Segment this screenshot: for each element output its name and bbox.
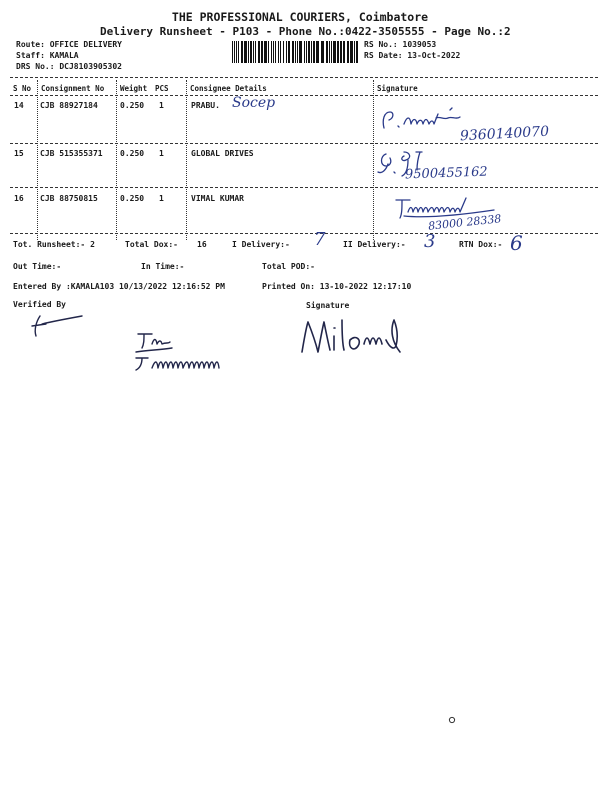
row-sno: 16 [14,194,24,203]
row-sno: 14 [14,101,24,110]
row-consignment: CJB 515355371 [40,149,103,158]
verified-by-label: Verified By [13,300,66,309]
recipient-phone: 83000 28338 [427,212,502,233]
row-sno: 15 [14,149,24,158]
col-separator [373,80,374,240]
row-pcs: 1 [159,101,164,110]
row-weight: 0.250 [120,194,145,203]
row-weight: 0.250 [120,149,145,158]
row-consignment: CJB 88750815 [40,194,98,203]
row-consignee: PRABU. [191,101,220,110]
barcode [232,41,358,63]
col-separator [186,80,187,240]
table-header-divider [10,95,598,96]
staff-signature-label: Signature [306,301,350,310]
table-top-divider [10,77,598,78]
printed-on: Printed On: 13-10-2022 12:17:10 [262,282,412,291]
rs-number: RS No.: 1039053 [364,40,437,49]
row-pcs: 1 [159,194,164,203]
row-weight: 0.250 [120,101,145,110]
row-divider [10,143,598,144]
rtn-dox-handwritten: 6 [510,231,523,255]
total-dox-label: Total Dox:- [125,240,178,249]
row-consignee: GLOBAL DRIVES [191,149,254,158]
row-handwritten-note: Socep [232,95,276,111]
rtn-dox-label: RTN Dox:- [459,240,503,249]
verifier-initials [28,312,90,338]
col-separator [116,80,117,240]
runsheet-subtitle: Delivery Runsheet - P103 - Phone No.:0422-3505555 - Page No.:2 [100,25,511,38]
ii-delivery-label: II Delivery:- [343,240,406,249]
col-separator [37,80,38,240]
in-time: In Time:- [141,262,185,271]
row-pcs: 1 [159,149,164,158]
total-pod: Total POD:- [262,262,315,271]
col-signature: Signature [377,84,418,93]
company-title: THE PROFESSIONAL COURIERS, Coimbatore [171,10,429,24]
col-weight: Weight [120,84,148,93]
drs-number: DRS No.: DCJ8103905302 [16,62,122,71]
i-delivery-handwritten: 7 [314,229,326,250]
recipient-phone: 9500455162 [404,164,488,183]
staff-label: Staff: KAMALA [16,51,79,60]
stray-mark [448,716,456,724]
col-pcs: PCS [155,84,169,93]
tot-runsheet: Tot. Runsheet:- 2 [13,240,95,249]
signature-scribble [132,328,282,376]
ii-delivery-handwritten: 3 [424,231,436,252]
col-sno: S No [13,84,32,93]
total-dox-value: 16 [197,240,207,249]
col-consignment: Consignment No [41,84,105,93]
out-time: Out Time:- [13,262,62,271]
row-consignment: CJB 88927184 [40,101,98,110]
staff-signature [298,314,418,358]
col-consignee: Consignee Details [190,84,267,93]
entered-by: Entered By :KAMALA103 10/13/2022 12:16:52 PM [13,282,225,291]
recipient-phone: 9360140070 [459,123,550,145]
row-consignee: VIMAL KUMAR [191,194,244,203]
route-label: Route: OFFICE DELIVERY [16,40,122,49]
i-delivery-label: I Delivery:- [232,240,290,249]
rs-date: RS Date: 13-Oct-2022 [364,51,461,60]
row-divider [10,187,598,188]
